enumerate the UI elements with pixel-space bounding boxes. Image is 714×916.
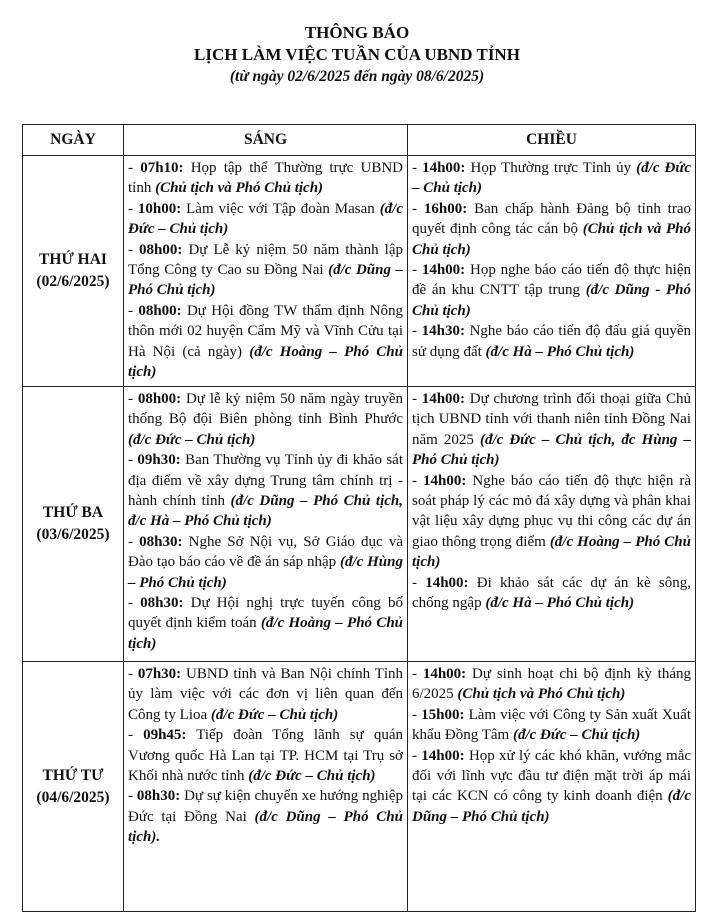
entry-attendee: (đ/c Dũng – Phó Chủ tịch, đ/c Hà – Phó Chủ tịch) [128, 493, 404, 530]
day-name: THỨ TƯ [42, 766, 104, 784]
morning-cell [124, 387, 408, 662]
entry-attendee: (đ/c Dũng – Phó Chủ tịch) [128, 262, 404, 299]
entry-time: 09h45: [143, 727, 187, 744]
schedule-entry: - 15h00: Làm việc với Công ty Sản xuất Xuất khẩu Đồng Tâm (đ/c Đức – Chủ tịch) [412, 706, 692, 744]
entry-time: 08h00: [139, 241, 183, 258]
entry-description: Dự chương trình đối thoại giữa Chủ tịch UBND tỉnh với thanh niên tỉnh Đồng Nai năm 2025 [412, 391, 692, 448]
entry-description: Nghe Sở Nội vụ, Sở Giáo dục và Đào tạo báo cáo về đề án sáp nhập [128, 533, 404, 571]
entry-description: Làm việc với Công ty Sản xuất Xuất khẩu Đồng Tâm [412, 706, 692, 744]
entry-description: Họp xử lý các khó khăn, vướng mắc đối với lĩnh vực đầu tư điện mặt trời áp mái tại các KCN có công ty kinh doanh điện [412, 747, 692, 805]
schedule-entry: - 16h00: Ban chấp hành Đảng bộ tỉnh trao quyết định công tác cán bộ (Chủ tịch và Phó Chủ tịch) [412, 200, 692, 258]
entry-description: Dự sự kiện chuyển xe hướng nghiệp Đức tại Đồng Nai [128, 788, 403, 825]
entry-time: 14h00: [423, 472, 467, 489]
schedule-entry: - 14h00: Họp xử lý các khó khăn, vướng mắc đối với lĩnh vực đầu tư điện mặt trời áp mái tại các KCN có công ty kinh doanh điện (đ/c Dũng – Phó Chủ tịch) [412, 747, 692, 825]
column-header-morning: SÁNG [124, 125, 408, 156]
entry-time: 08h30: [139, 533, 183, 550]
entry-attendee: (đ/c Dũng - Phó Chủ tịch) [412, 282, 692, 319]
entry-time: 07h10: [140, 160, 184, 176]
day-cell [23, 156, 124, 387]
schedule-entry: - 07h10: Họp tập thể Thường trực UBND tỉnh (Chủ tịch và Phó Chủ tịch) [128, 160, 404, 197]
day-name: THỨ BA [42, 504, 104, 521]
schedule-entry: - 08h00: Dự lễ kỷ niệm 50 năm ngày truyền thống Bộ đội Biên phòng tỉnh Bình Phước (đ/c Đức – Chủ tịch) [128, 391, 403, 448]
weekly-schedule-table [22, 124, 696, 912]
entry-time: 10h00: [137, 200, 182, 217]
schedule-entry: - 14h00: Họp Thường trực Tỉnh ủy (đ/c Đức – Chủ tịch) [412, 160, 692, 197]
entry-attendee: (đ/c Dũng – Phó Chủ tịch) [412, 788, 691, 825]
entry-attendee: (đ/c Đức – Chủ tịch) [412, 160, 692, 197]
column-header-afternoon: CHIỀU [408, 125, 696, 156]
afternoon-cell [408, 662, 696, 912]
entry-description: Dự lễ kỷ niệm 50 năm ngày truyền thống Bộ đội Biên phòng tỉnh Bình Phước [128, 391, 403, 428]
entry-attendee: (đ/c Hà – Phó Chủ tịch) [485, 595, 635, 612]
entry-attendee: (đ/c Đức – Chủ tịch) [128, 200, 404, 238]
table-header-row [23, 125, 696, 156]
entry-attendee: (đ/c Đức – Chủ tịch, đc Hùng – Phó Chủ tịch) [412, 431, 691, 469]
entry-attendee: (Chủ tịch và Phó Chủ tịch) [457, 686, 626, 703]
entry-description: Đi khảo sát các dự án kè sông, chống ngập [412, 574, 691, 612]
schedule-entry: - 09h30: Ban Thường vụ Tỉnh ủy đi khảo sát địa điểm về xây dựng Trung tâm chính trị - hành chính tỉnh (đ/c Dũng – Phó Chủ tịch, đ/c Hà – Phó Chủ tịch) [128, 452, 404, 530]
entry-description: UBND tỉnh và Ban Nội chính Tỉnh ủy làm việc với các đơn vị liên quan đến Công ty Lioa [128, 666, 403, 723]
entry-description: Tiếp đoàn Tổng lãnh sự quán Vương quốc Hà Lan tại TP. HCM tại Trụ sở Khối nhà nước tỉnh [128, 727, 403, 785]
entry-description: Ban chấp hành Đảng bộ tỉnh trao quyết định công tác cán bộ [412, 200, 691, 238]
entry-time: 08h30: [136, 788, 181, 805]
entry-description: Nghe báo cáo tiến độ đấu giá quyền sử dụng đất [412, 323, 692, 360]
date-range: (từ ngày 02/6/2025 đến ngày 08/6/2025) [229, 68, 485, 85]
day-cell [23, 387, 124, 662]
schedule-entry: - 14h00: Họp nghe báo cáo tiến độ thực hiện đề án khu CNTT tập trung (đ/c Dũng - Phó Chủ tịch) [412, 262, 692, 319]
schedule-entry: - 07h30: UBND tỉnh và Ban Nội chính Tỉnh ủy làm việc với các đơn vị liên quan đến Công ty Lioa (đ/c Đức – Chủ tịch) [128, 666, 403, 723]
entry-attendee: (đ/c Hà – Phó Chủ tịch) [485, 343, 635, 360]
day-date: (03/6/2025) [36, 526, 110, 543]
entry-description: Họp nghe báo cáo tiến độ thực hiện đề án khu CNTT tập trung [412, 262, 691, 299]
entry-time: 08h00: [137, 391, 182, 407]
entry-time: 15h00: [421, 706, 465, 723]
afternoon-cell [408, 387, 696, 662]
entry-time: 14h00: [422, 160, 466, 176]
entry-time: 14h00: [421, 391, 466, 407]
entry-attendee: (đ/c Hùng – Phó Chủ tịch) [128, 554, 403, 591]
entry-attendee: (Chủ tịch và Phó Chủ tịch) [155, 180, 324, 197]
entry-time: 14h00: [421, 747, 465, 764]
entry-attendee: (đ/c Đức – Chủ tịch) [128, 431, 256, 448]
entry-description: Dự Hội nghị trực tuyến công bố quyết định kiểm toán [128, 595, 403, 632]
entry-time: 14h30: [421, 323, 465, 340]
schedule-entry: - 08h30: Nghe Sở Nội vụ, Sở Giáo dục và Đào tạo báo cáo về đề án sáp nhập (đ/c Hùng – Phó Chủ tịch) [128, 533, 404, 591]
entry-time: 14h00: [421, 262, 466, 279]
entry-attendee: (đ/c Dũng – Phó Chủ tịch). [128, 808, 403, 846]
schedule-entry: - 08h00: Dự Lễ kỷ niệm 50 năm thành lập Tổng Công ty Cao su Đồng Nai (đ/c Dũng – Phó Chủ tịch) [128, 241, 404, 299]
schedule-entry: - 09h45: Tiếp đoàn Tổng lãnh sự quán Vương quốc Hà Lan tại TP. HCM tại Trụ sở Khối nhà nước tỉnh (đ/c Đức – Chủ tịch) [128, 727, 403, 785]
table-row [23, 156, 696, 387]
schedule-entry: - 14h00: Đi khảo sát các dự án kè sông, chống ngập (đ/c Hà – Phó Chủ tịch) [412, 574, 691, 612]
schedule-entry: - 14h00: Dự chương trình đối thoại giữa Chủ tịch UBND tỉnh với thanh niên tỉnh Đồng Nai năm 2025 (đ/c Đức – Chủ tịch, đc Hùng – Phó Chủ tịch) [412, 391, 692, 469]
schedule-entry: - 14h00: Dự sinh hoạt chi bộ định kỳ tháng 6/2025 (Chủ tịch và Phó Chủ tịch) [412, 666, 691, 703]
afternoon-cell [408, 156, 696, 387]
schedule-entry: - 08h30: Dự sự kiện chuyển xe hướng nghiệp Đức tại Đồng Nai (đ/c Dũng – Phó Chủ tịch). [128, 788, 403, 846]
entry-description: Họp tập thể Thường trực UBND tỉnh [128, 160, 404, 197]
entry-attendee: (đ/c Đức – Chủ tịch) [210, 706, 339, 723]
schedule-entry: - 14h00: Nghe báo cáo tiến độ thực hiện rà soát pháp lý các mỏ đá xây dựng và phân khai vật liệu xây dựng phục vụ thi công các dự án giao thông trọng điểm (đ/c Hoàng – Phó Chủ tịch) [412, 472, 692, 571]
entry-time: 07h30: [137, 666, 182, 682]
entry-time: 09h30: [137, 452, 181, 469]
entry-time: 08h00: [138, 302, 182, 319]
schedule-entry: - 10h00: Làm việc với Tập đoàn Masan (đ/c Đức – Chủ tịch) [128, 200, 404, 238]
entry-description: Ban Thường vụ Tỉnh ủy đi khảo sát địa điểm về xây dựng Trung tâm chính trị - hành chính tỉnh [128, 452, 403, 510]
entry-attendee: (Chủ tịch và Phó Chủ tịch) [412, 221, 692, 258]
entry-description: Nghe báo cáo tiến độ thực hiện rà soát pháp lý các mỏ đá xây dựng và phân khai vật liệu xây dựng phục vụ thi công các dự án giao thông trọng điểm [412, 472, 692, 550]
morning-cell [124, 156, 408, 387]
day-date: (02/6/2025) [36, 273, 110, 290]
table-row [23, 387, 696, 662]
column-header-day: NGÀY [23, 125, 124, 156]
entry-time: 16h00: [423, 200, 468, 217]
morning-cell [124, 662, 408, 912]
schedule-title: LỊCH LÀM VIỆC TUẦN CỦA UBND TỈNH [194, 45, 520, 64]
entry-description: Họp Thường trực Tỉnh ủy [470, 160, 632, 176]
entry-description: Dự sinh hoạt chi bộ định kỳ tháng 6/2025 [412, 666, 691, 703]
entry-attendee: (đ/c Đức – Chủ tịch) [512, 727, 641, 744]
entry-description: Làm việc với Tập đoàn Masan [186, 200, 375, 217]
notice-title: THÔNG BÁO [304, 23, 410, 42]
entry-time: 14h00: [422, 666, 467, 682]
entry-attendee: (đ/c Hoàng – Phó Chủ tịch) [128, 615, 404, 652]
schedule-entry: - 08h00: Dự Hội đồng TW thẩm định Nông thôn mới 02 huyện Cẩm Mỹ và Vĩnh Cửu tại Hà Nội (cả ngày) (đ/c Hoàng – Phó Chủ tịch) [128, 302, 404, 381]
entry-attendee: (đ/c Hoàng – Phó Chủ tịch) [128, 343, 403, 381]
entry-description: Dự Lễ kỷ niệm 50 năm thành lập Tổng Công ty Cao su Đồng Nai [128, 241, 403, 279]
schedule-entry: - 14h30: Nghe báo cáo tiến độ đấu giá quyền sử dụng đất (đ/c Hà – Phó Chủ tịch) [412, 323, 692, 360]
entry-time: 08h30: [140, 595, 184, 612]
entry-description: Dự Hội đồng TW thẩm định Nông thôn mới 02 huyện Cẩm Mỹ và Vĩnh Cửu tại Hà Nội (cả ngày) [128, 302, 404, 360]
table-row [23, 662, 696, 912]
entry-attendee: (đ/c Đức – Chủ tịch) [248, 768, 376, 785]
document-header [0, 22, 714, 88]
entry-attendee: (đ/c Hoàng – Phó Chủ tịch) [412, 533, 691, 571]
entry-time: 14h00: [425, 574, 469, 591]
day-date: (04/6/2025) [36, 788, 110, 806]
day-cell [23, 662, 124, 912]
day-name: THỨ HAI [39, 251, 107, 268]
schedule-entry: - 08h30: Dự Hội nghị trực tuyến công bố quyết định kiểm toán (đ/c Hoàng – Phó Chủ tịch) [128, 595, 404, 652]
